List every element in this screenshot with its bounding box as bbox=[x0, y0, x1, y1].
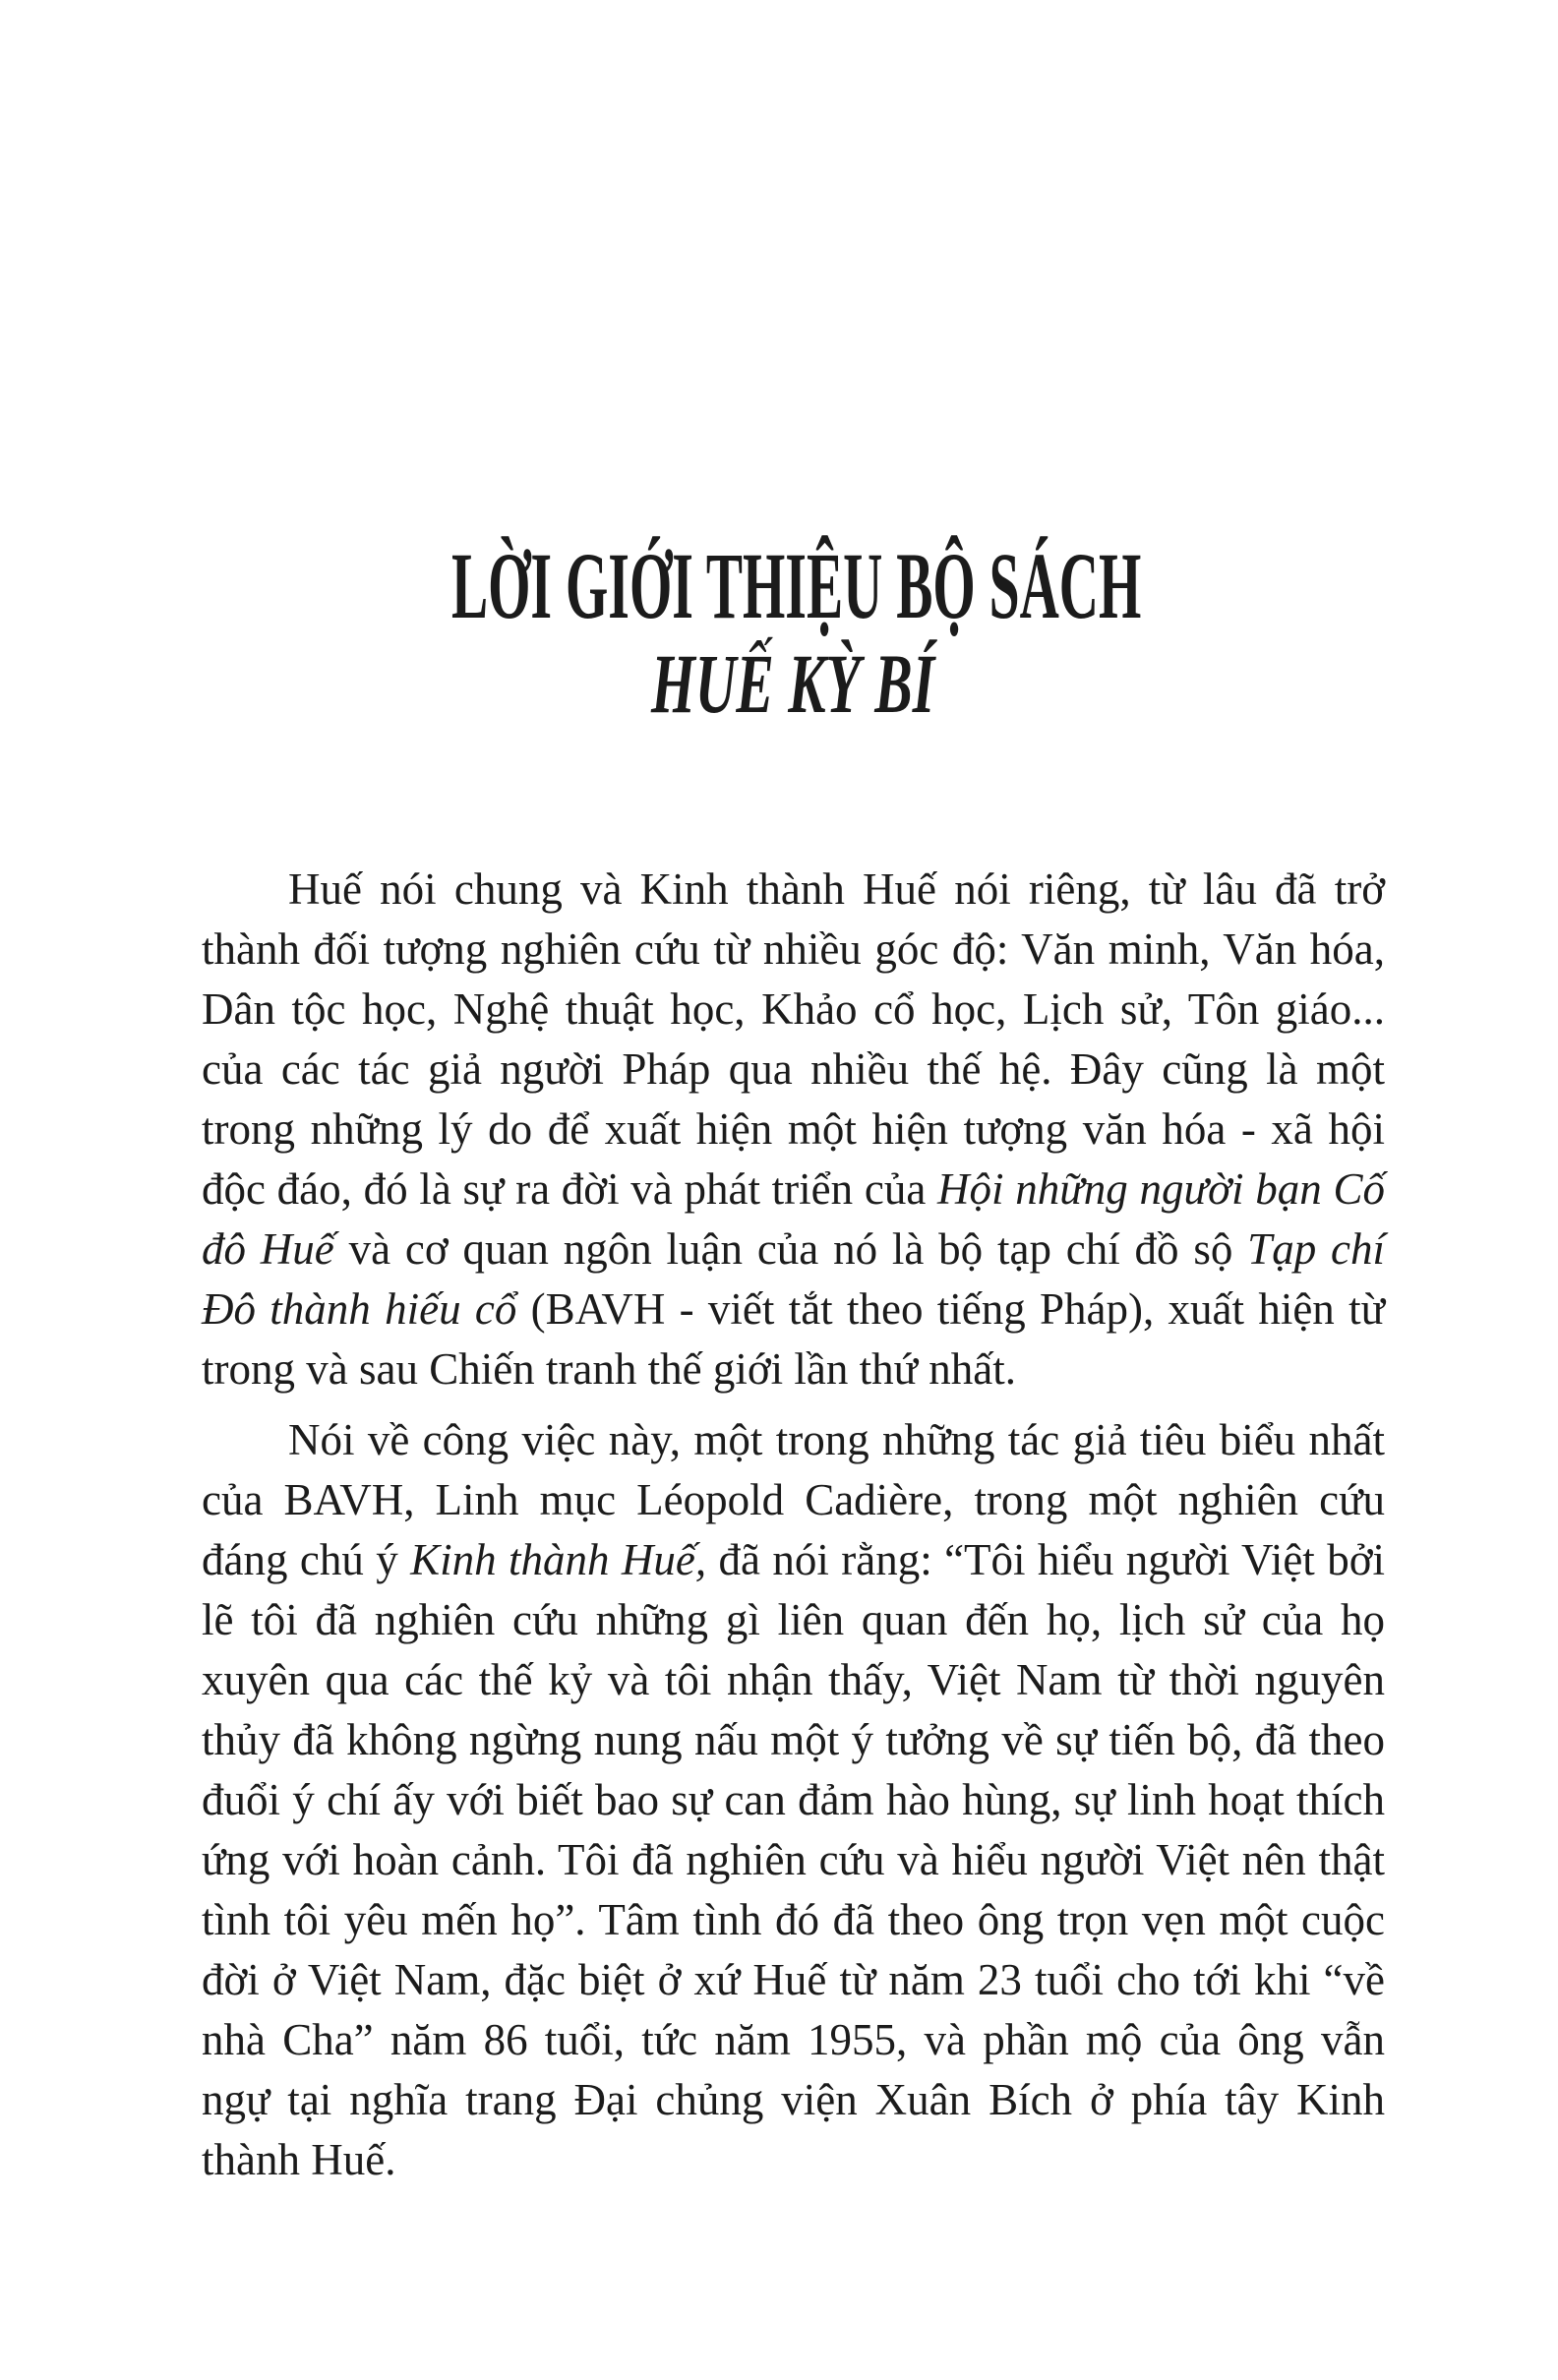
page-title-line-1 bbox=[202, 533, 1385, 638]
page-title-line-1-text: LỜI GIỚI THIỆU BỘ SÁCH bbox=[450, 533, 1142, 638]
body-text bbox=[202, 860, 1385, 2190]
page-title-line-2-text: HUẾ KỲ BÍ bbox=[651, 636, 935, 731]
paragraph-1: Huế nói chung và Kinh thành Huế nói riêng, từ lâu đã trở thành đối tượng nghiên cứu từ nhiều góc độ: Văn minh, Văn hóa, Dân tộc học, Nghệ thuật học, Khảo cổ học, Lịch sử, Tôn giáo... của các tác giả người Pháp qua nhiều thế hệ. Đây cũng là một trong những lý do để xuất hiện một hiện tượng văn hóa - xã hội độc đáo, đó là sự ra đời và phát triển của Hội những người bạn Cố đô Huế và cơ quan ngôn luận của nó là bộ tạp chí đồ sộ Tạp chí Đô thành hiếu cổ (BAVH - viết tắt theo tiếng Pháp), xuất hiện từ trong và sau Chiến tranh thế giới lần thứ nhất. bbox=[202, 864, 1385, 1394]
page-title-line-2 bbox=[202, 636, 1385, 731]
paragraph-2: Nói về công việc này, một trong những tác giả tiêu biểu nhất của BAVH, Linh mục Léopold Cadière, trong một nghiên cứu đáng chú ý Kinh thành Huế, đã nói rằng: “Tôi hiểu người Việt bởi lẽ tôi đã nghiên cứu những gì liên quan đến họ, lịch sử của họ xuyên qua các thế kỷ và tôi nhận thấy, Việt Nam từ thời nguyên thủy đã không ngừng nung nấu một ý tưởng về sự tiến bộ, đã theo đuổi ý chí ấy với biết bao sự can đảm hào hùng, sự linh hoạt thích ứng với hoàn cảnh. Tôi đã nghiên cứu và hiểu người Việt nên thật tình tôi yêu mến họ”. Tâm tình đó đã theo ông trọn vẹn một cuộc đời ở Việt Nam, đặc biệt ở xứ Huế từ năm 23 tuổi cho tới khi “về nhà Cha” năm 86 tuổi, tức năm 1955, và phần mộ của ông vẫn ngự tại nghĩa trang Đại chủng viện Xuân Bích ở phía tây Kinh thành Huế. bbox=[202, 1415, 1385, 2184]
text-block bbox=[202, 0, 1385, 2190]
